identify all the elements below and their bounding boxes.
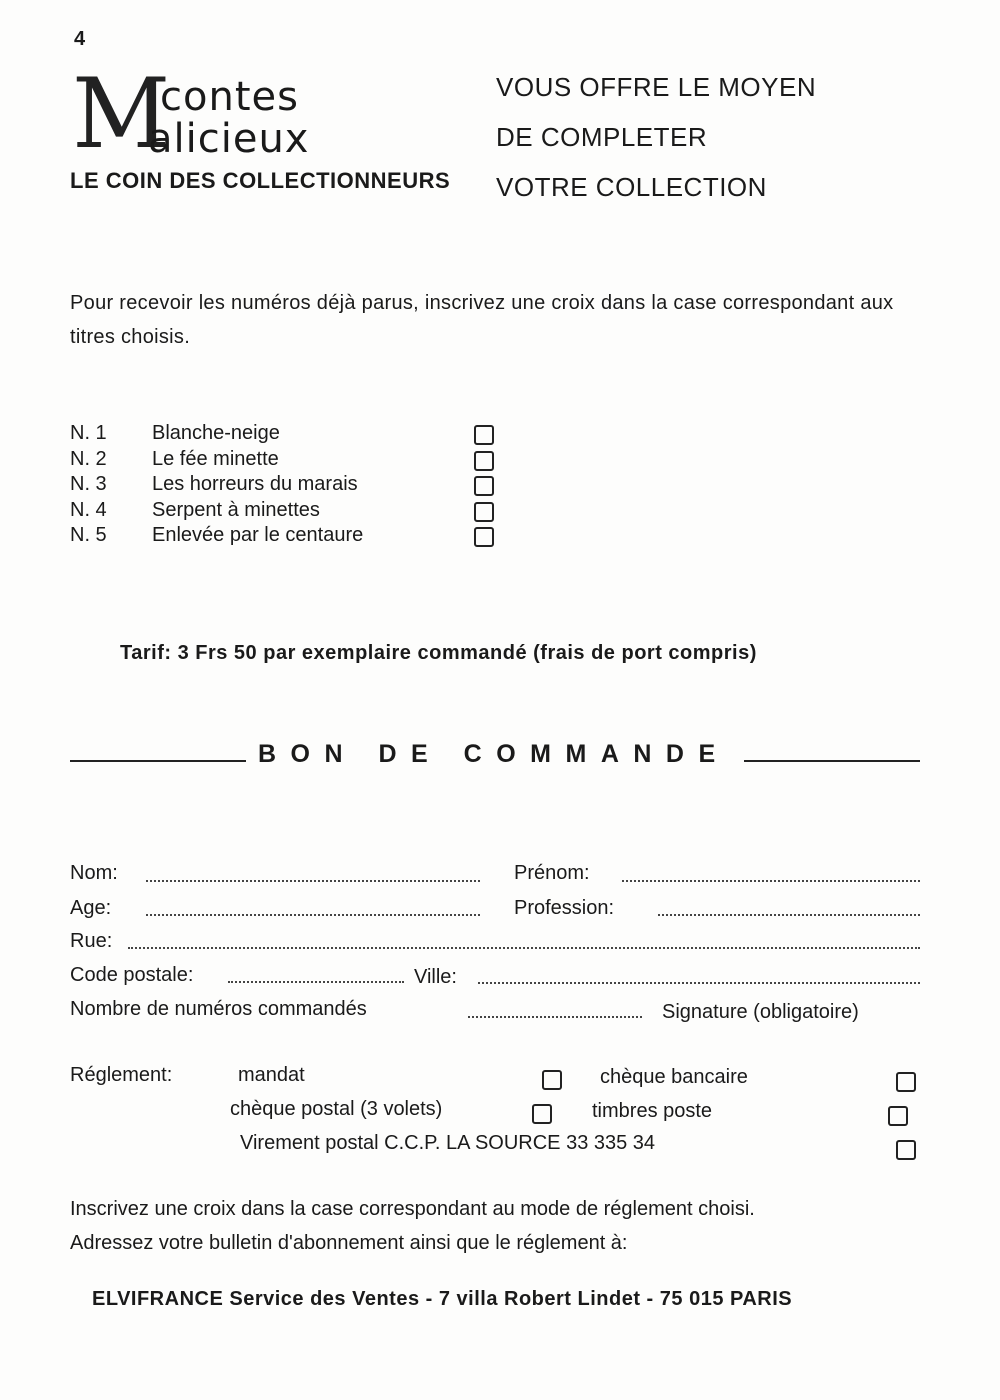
logo-malicieux: alicieux: [148, 116, 310, 162]
title-name: Le fée minette: [152, 447, 279, 470]
nombre-label: Nombre de numéros commandés: [70, 998, 367, 1020]
title-number: N. 3: [70, 473, 107, 495]
nom-field[interactable]: [146, 880, 480, 882]
bon-rule-left: [70, 760, 246, 762]
title-number: N. 1: [70, 422, 107, 444]
title-checkbox[interactable]: [474, 527, 494, 547]
profession-field[interactable]: [658, 914, 920, 916]
contes-malicieux-logo: [72, 58, 332, 172]
age-field[interactable]: [146, 914, 480, 916]
prenom-label: Prénom:: [514, 862, 590, 884]
offer-block: [496, 62, 816, 212]
title-number: N. 5: [70, 524, 107, 546]
bon-de-commande-heading: BON DE COMMANDE: [258, 740, 730, 768]
mandat-checkbox[interactable]: [542, 1070, 562, 1090]
title-name: Les horreurs du marais: [152, 473, 358, 495]
title-name: Enlevée par le centaure: [152, 524, 364, 546]
intro-paragraph: Pour recevoir les numéros déjà parus, inscrivez une croix dans la case correspondant aux titres choisis.: [70, 292, 894, 348]
ville-label: Ville:: [414, 966, 457, 988]
nom-label: Nom:: [70, 862, 118, 884]
reglement-label: Réglement:: [70, 1064, 173, 1086]
page-number: 4: [74, 28, 86, 50]
nombre-field[interactable]: [468, 1016, 642, 1018]
timbres-poste-checkbox[interactable]: [888, 1106, 908, 1126]
instructions: [70, 1192, 755, 1260]
signature-label: Signature (obligatoire): [662, 1001, 859, 1023]
virement-label: Virement postal C.C.P. LA SOURCE 33 335 34: [240, 1132, 656, 1154]
title-name: Serpent à minettes: [152, 498, 320, 521]
code-postale-label: Code postale:: [70, 964, 194, 986]
rue-label: Rue:: [70, 930, 113, 952]
coin-collectionneurs-subtitle: LE COIN DES COLLECTIONNEURS: [70, 168, 451, 193]
logo-contes: contes: [160, 74, 299, 120]
timbres-poste-label: timbres poste: [592, 1100, 713, 1122]
rue-field[interactable]: [128, 947, 920, 949]
title-checkbox[interactable]: [474, 425, 494, 445]
title-checkbox[interactable]: [474, 451, 494, 471]
offer-line: VOTRE COLLECTION: [496, 172, 767, 202]
tarif-text: Tarif: 3 Frs 50 par exemplaire commandé (frais de port compris): [120, 642, 757, 664]
bon-rule-right: [744, 760, 920, 762]
ville-field[interactable]: [478, 982, 920, 984]
age-label: Age:: [70, 897, 112, 919]
instruction-line: Adressez votre bulletin d'abonnement ainsi que le réglement à:: [70, 1232, 628, 1254]
virement-checkbox[interactable]: [896, 1140, 916, 1160]
title-checkbox[interactable]: [474, 476, 494, 496]
profession-label: Profession:: [514, 897, 615, 919]
address-line: ELVIFRANCE Service des Ventes - 7 villa Robert Lindet - 75 015 PARIS: [92, 1288, 793, 1310]
title-number: N. 2: [70, 447, 107, 470]
logo-initial: M: [72, 58, 171, 170]
offer-line: VOUS OFFRE LE MOYEN: [496, 72, 817, 102]
title-checkbox[interactable]: [474, 502, 494, 522]
cheque-bancaire-checkbox[interactable]: [896, 1072, 916, 1092]
cheque-postal-label: chèque postal (3 volets): [230, 1098, 443, 1120]
mandat-label: mandat: [238, 1064, 305, 1086]
cheque-bancaire-label: chèque bancaire: [600, 1066, 748, 1088]
offer-line: DE COMPLETER: [496, 122, 708, 152]
cheque-postal-checkbox[interactable]: [532, 1104, 552, 1124]
prenom-field[interactable]: [622, 880, 920, 882]
code-postale-field[interactable]: [228, 981, 404, 983]
title-number: N. 4: [70, 498, 107, 521]
title-name: Blanche-neige: [152, 422, 280, 444]
instruction-line: Inscrivez une croix dans la case correspondant au mode de réglement choisi.: [70, 1198, 755, 1220]
